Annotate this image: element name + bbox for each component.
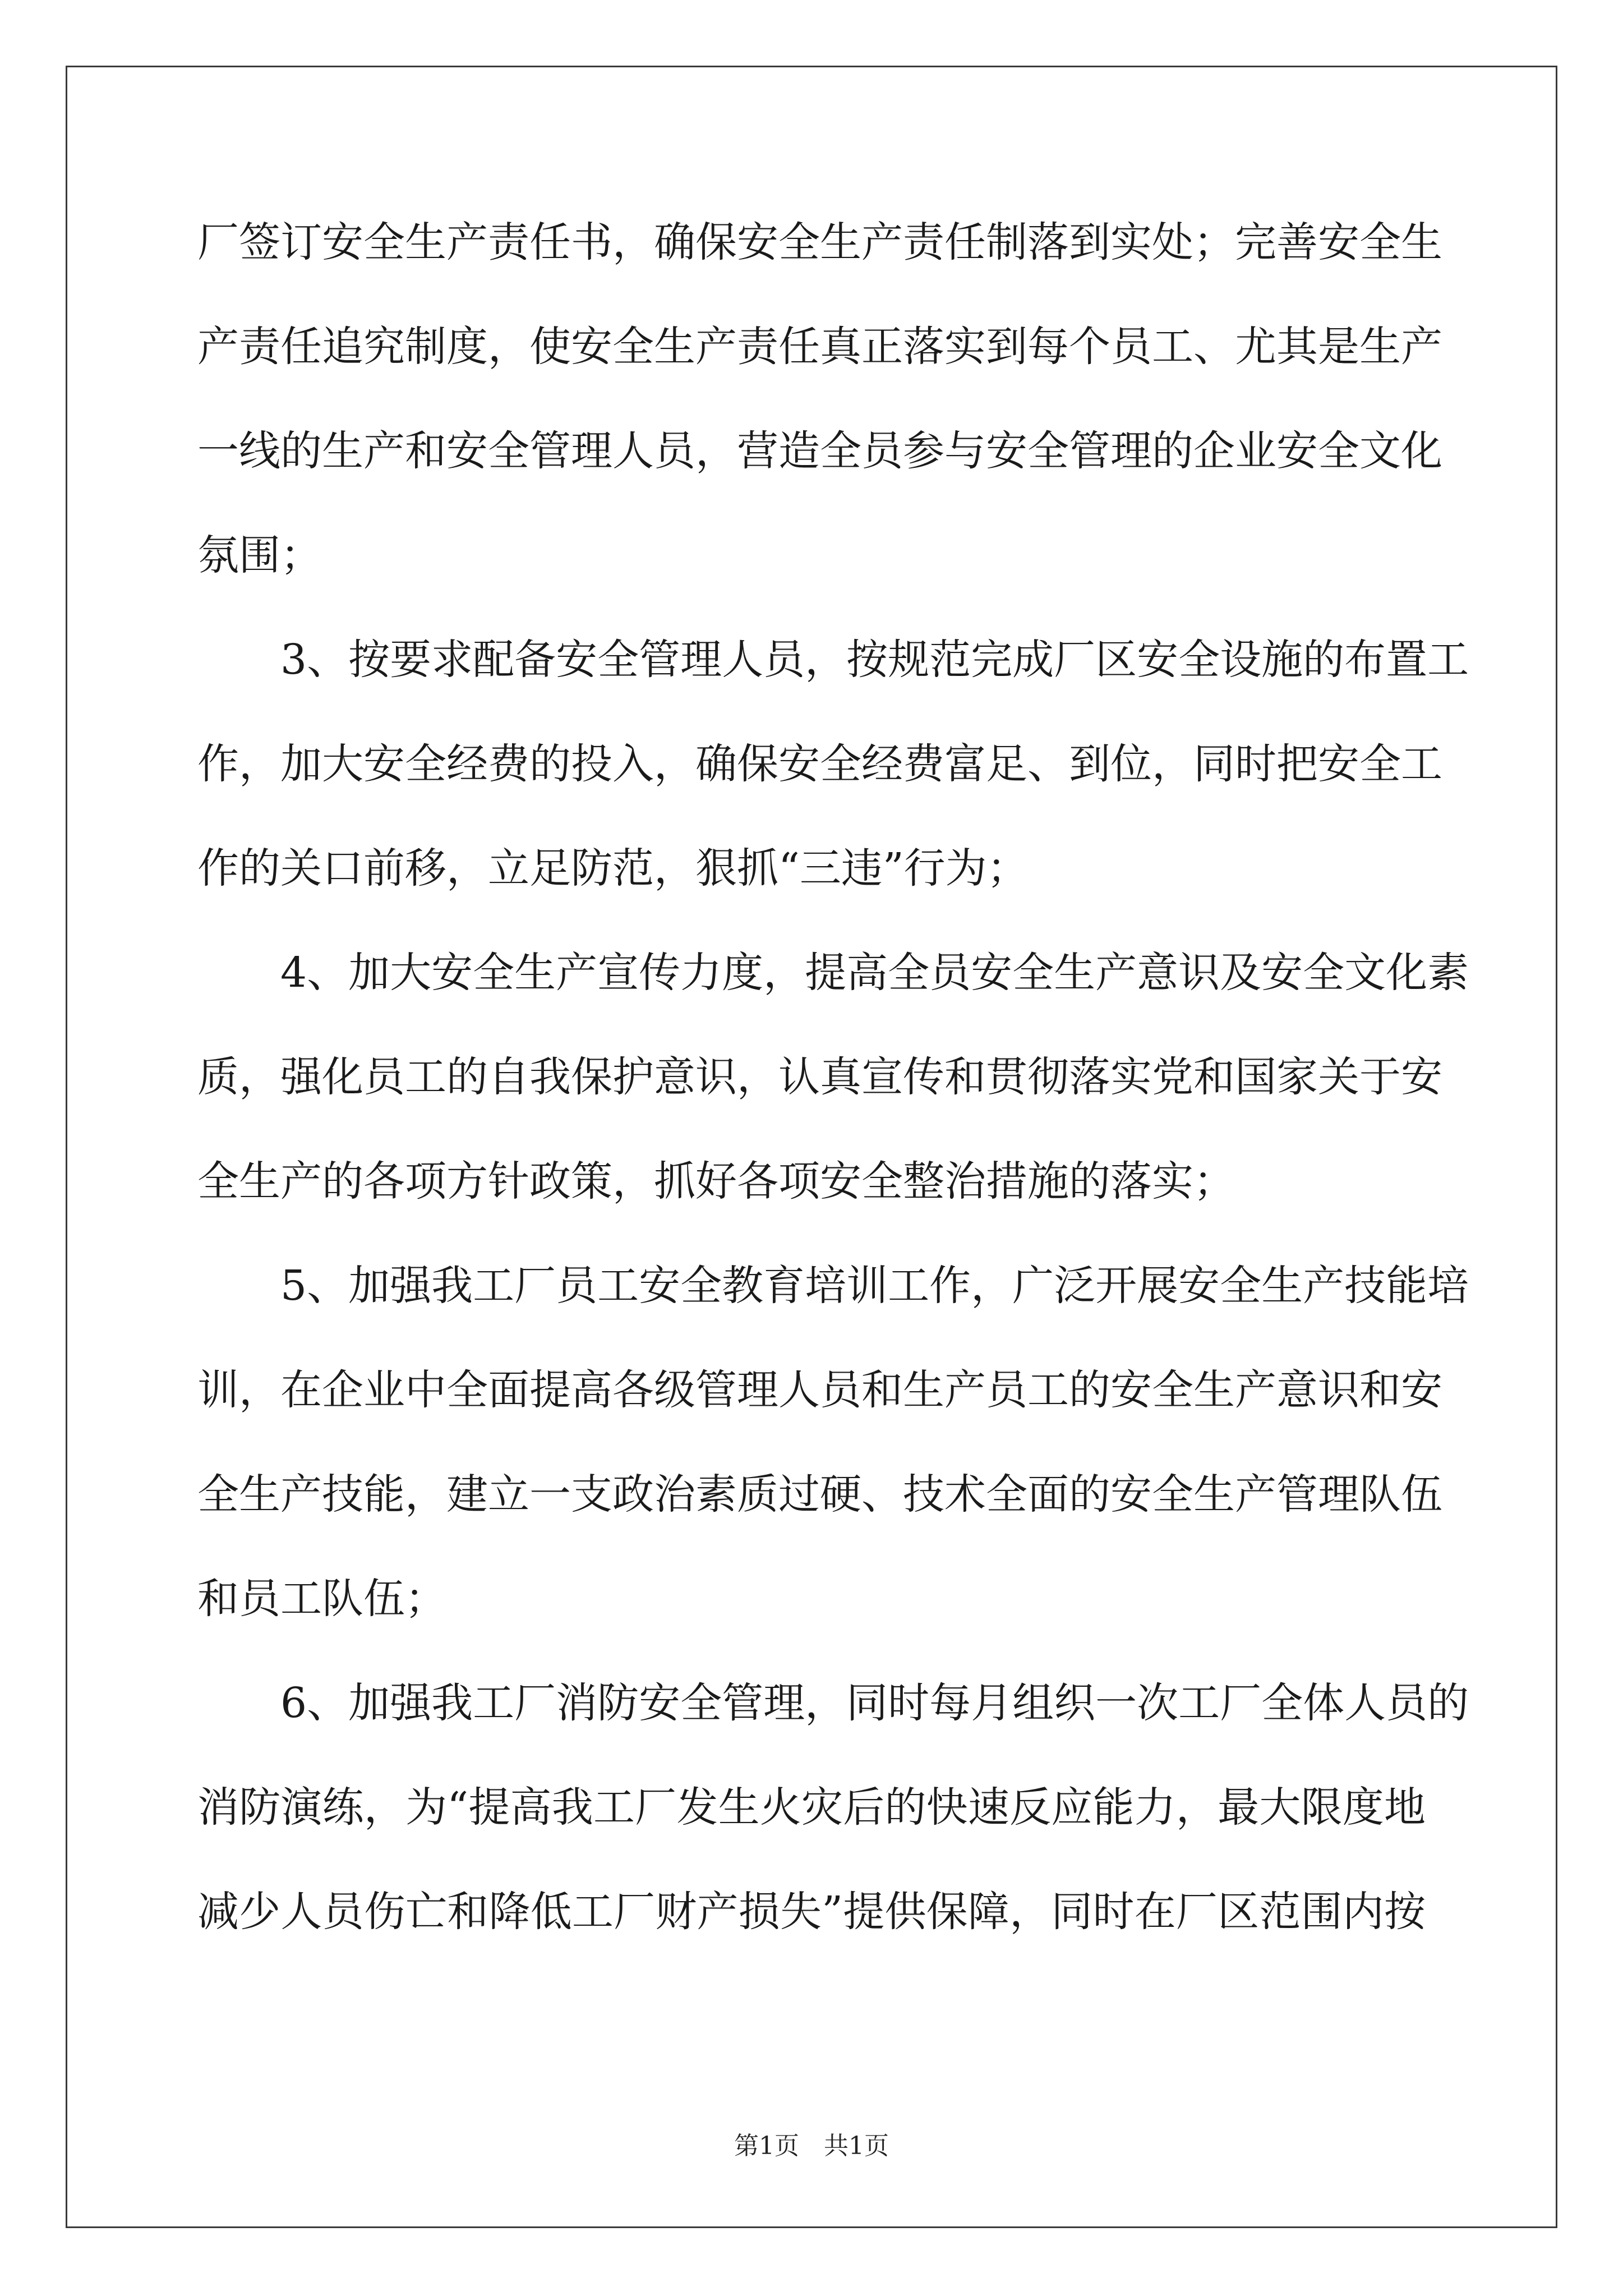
text-line: 全生产的各项方针政策，抓好各项安全整治措施的落实； [197, 1157, 1235, 1205]
text-line: 产责任追究制度，使安全生产责任真正落实到每个员工、尤其是生产 [197, 323, 1442, 371]
text-line: 厂签订安全生产责任书，确保安全生产责任制落到实处；完善安全生 [197, 218, 1442, 266]
paragraph-3-first-line: 3、按要求配备安全管理人员，按规范完成厂区安全设施的布置工 [280, 636, 1469, 684]
text-line: 训，在企业中全面提高各级管理人员和生产员工的安全生产意识和安 [197, 1366, 1442, 1414]
paragraph-5-first-line: 5、加强我工厂员工安全教育培训工作，广泛开展安全生产技能培 [280, 1262, 1469, 1310]
text-line: 消防演练，为“提高我工厂发生火灾后的快速反应能力，最大限度地 [197, 1783, 1426, 1832]
page-number-footer: 第1页 共1页 [734, 2132, 889, 2160]
text-line: 减少人员伤亡和降低工厂财产损失”提供保障，同时在厂区范围内按 [197, 1888, 1426, 1936]
text-line: 质，强化员工的自我保护意识，认真宣传和贯彻落实党和国家关于安 [197, 1053, 1442, 1101]
paragraph-6-first-line: 6、加强我工厂消防安全管理，同时每月组织一次工厂全体人员的 [280, 1679, 1469, 1727]
text-line: 和员工队伍； [197, 1575, 446, 1623]
text-line: 作，加大安全经费的投入，确保安全经费富足、到位，同时把安全工 [197, 740, 1442, 788]
text-line: 作的关口前移，立足防范，狠抓“三违”行为； [197, 844, 1029, 892]
text-line: 全生产技能，建立一支政治素质过硬、技术全面的安全生产管理队伍 [197, 1470, 1442, 1519]
paragraph-4-first-line: 4、加大安全生产宣传力度，提高全员安全生产意识及安全文化素 [280, 949, 1469, 997]
text-line: 氛围； [197, 531, 322, 579]
text-line: 一线的生产和安全管理人员，营造全员参与安全管理的企业安全文化 [197, 427, 1442, 475]
